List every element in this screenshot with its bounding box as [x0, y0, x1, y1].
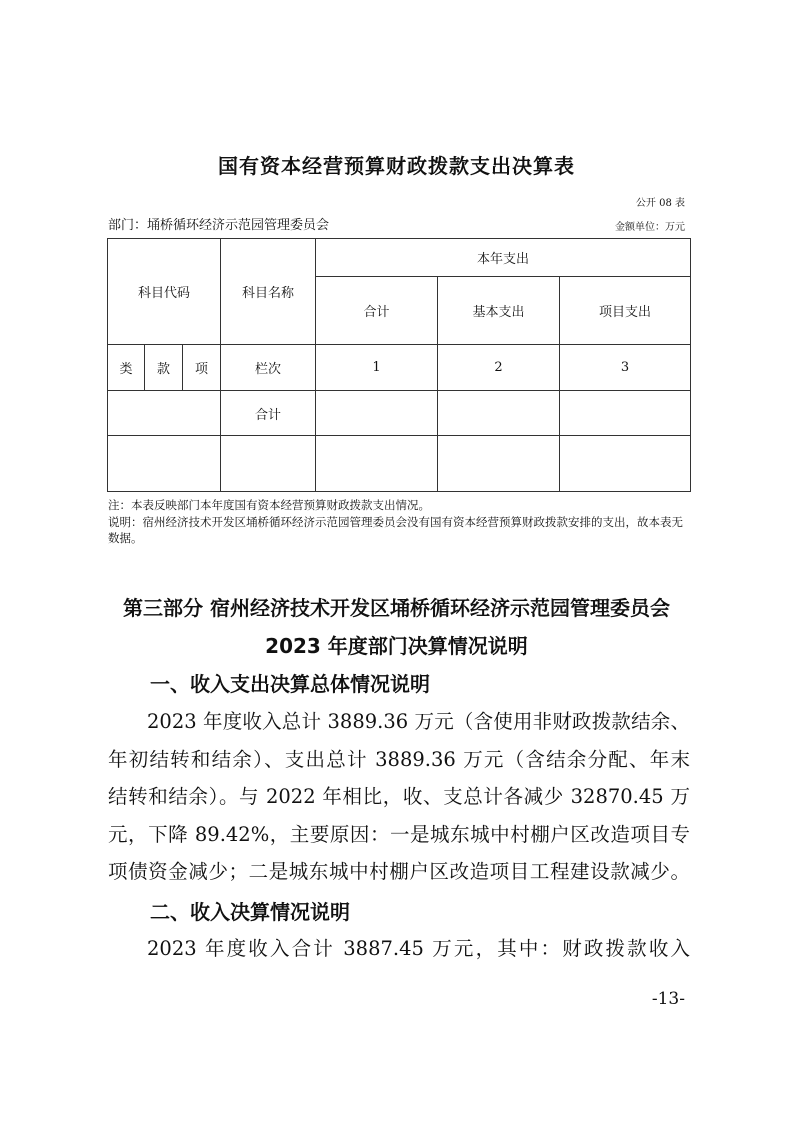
table-title: 国有资本经营预算财政拨款支出决算表	[218, 154, 575, 178]
table-row-empty	[108, 436, 691, 492]
paragraph-line: 结转和结余）。与 2022 年相比，收、支总计各减少 32870.45 万	[108, 785, 690, 808]
department-label: 部门：埇桥循环经济示范园管理委员会	[108, 218, 330, 233]
header-total: 合计	[316, 277, 438, 345]
cell-empty	[221, 436, 316, 492]
paragraph-line: 年初结转和结余）、支出总计 3889.36 万元（含结余分配、年末	[108, 747, 690, 771]
expenditure-table	[107, 238, 691, 492]
cell-empty	[560, 391, 691, 436]
table-explanation: 说明：宿州经济技术开发区埇桥循环经济示范园管理委员会没有国有资本经营预算财政拨款安排的支出，故本表无数据。	[108, 515, 683, 545]
cell-index-3: 3	[560, 345, 691, 391]
cell-empty	[316, 391, 438, 436]
unit-label: 金额单位：万元	[615, 222, 685, 233]
section-heading-1: 一、收入支出决算总体情况说明	[150, 672, 430, 696]
section-heading-2: 二、收入决算情况说明	[150, 900, 350, 924]
cell-empty	[316, 436, 438, 492]
header-current-year-expenditure: 本年支出	[316, 239, 691, 277]
paragraph-income	[108, 930, 690, 968]
header-basic-expenditure: 基本支出	[438, 277, 560, 345]
paragraph-line: 2023 年度收入合计 3887.45 万元，其中：财政拨款收入	[147, 937, 690, 960]
table-note: 注：本表反映部门本年度国有资本经营预算财政拨款支出情况。	[108, 498, 430, 512]
page-number: -13-	[651, 989, 685, 1009]
header-project-expenditure: 项目支出	[560, 277, 691, 345]
header-subject-name: 科目名称	[221, 239, 316, 345]
cell-category: 类	[108, 345, 145, 391]
cell-column-index-label: 栏次	[221, 345, 316, 391]
cell-item: 项	[183, 345, 221, 391]
part-subtitle: 2023 年度部门决算情况说明	[265, 634, 528, 658]
cell-empty	[438, 436, 560, 492]
table-row-column-index	[108, 345, 691, 391]
cell-total-label: 合计	[221, 391, 316, 436]
cell-empty	[438, 391, 560, 436]
cell-empty	[560, 436, 691, 492]
paragraph-income-expenditure	[108, 703, 690, 891]
cell-empty	[108, 436, 221, 492]
header-subject-code: 科目代码	[108, 239, 221, 345]
paragraph-line: 项债资金减少；二是城东城中村棚户区改造项目工程建设款减少。	[108, 860, 690, 883]
part-title: 第三部分 宿州经济技术开发区埇桥循环经济示范园管理委员会	[123, 596, 670, 620]
table-header-row	[108, 239, 691, 277]
cell-section: 款	[145, 345, 183, 391]
cell-index-2: 2	[438, 345, 560, 391]
paragraph-line: 元，下降 89.42%，主要原因：一是城东城中村棚户区改造项目专	[108, 822, 690, 846]
table-row-total	[108, 391, 691, 436]
paragraph-line: 2023 年度收入总计 3889.36 万元（含使用非财政拨款结余、	[147, 710, 690, 733]
cell-empty	[108, 391, 221, 436]
cell-index-1: 1	[316, 345, 438, 391]
form-number: 公开 08 表	[635, 198, 685, 209]
